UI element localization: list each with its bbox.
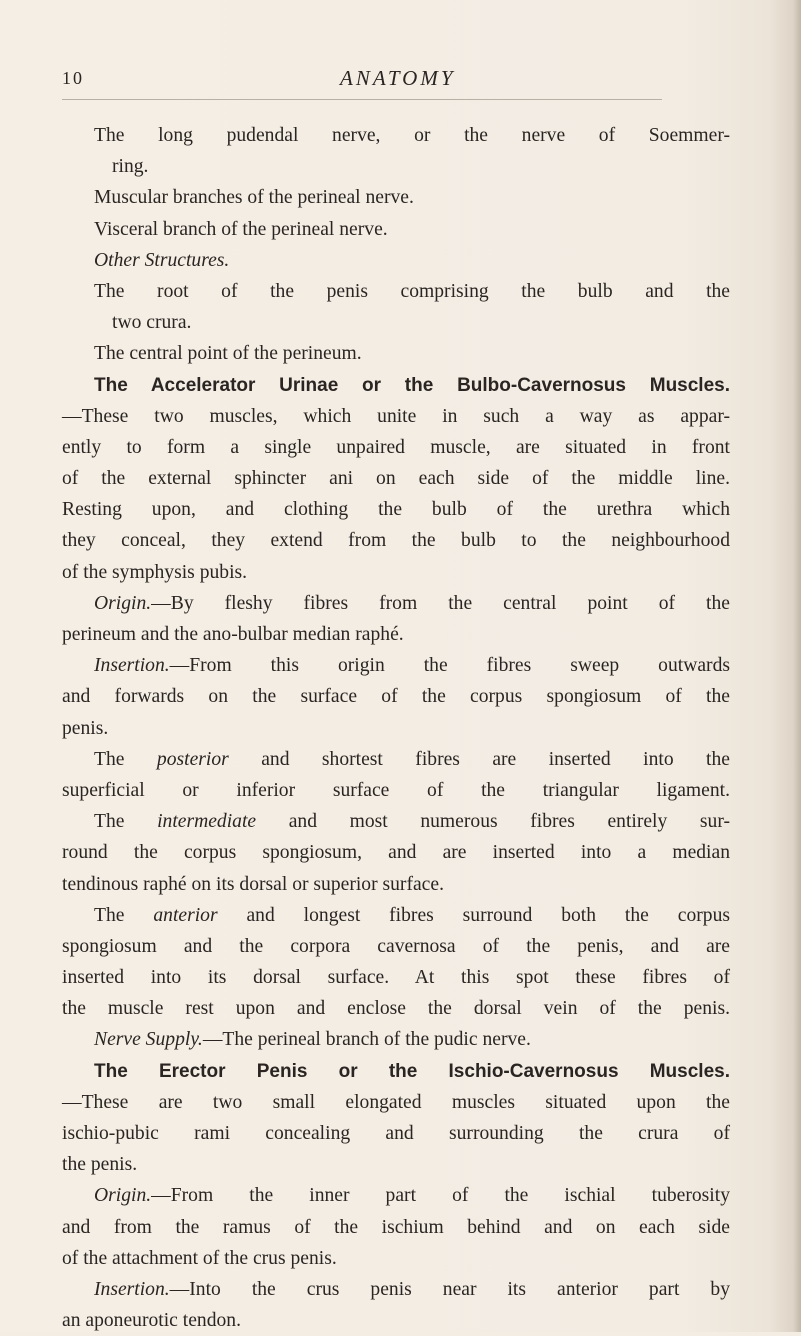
text-line: an aponeurotic tendon.	[62, 1310, 242, 1332]
origin-paragraph: Origin.—From the inner part of the ischial tuberosity	[94, 1185, 730, 1207]
text-line: they conceal, they extend from the bulb to the neighbourhood	[62, 530, 730, 552]
text-line: Visceral branch of the perineal nerve.	[94, 218, 388, 240]
nerve-supply-paragraph: Nerve Supply.—The perineal branch of the pudic nerve.	[94, 1029, 531, 1051]
origin-label: Origin.	[94, 1185, 152, 1207]
insertion-paragraph: Insertion.—Into the crus penis near its anterior part by	[94, 1278, 730, 1300]
insertion-paragraph: Insertion.—From this origin the fibres sweep outwards	[94, 655, 730, 677]
text-line: the muscle rest upon and enclose the dorsal vein of the penis.	[62, 998, 730, 1020]
subheading-other-structures: Other Structures.	[94, 249, 230, 271]
section-heading-ischio-cavernosus: The Erector Penis or the Ischio-Cavernosus Muscles.	[94, 1060, 730, 1082]
text-line: spongiosum and the corpora cavernosa of the penis, and are	[62, 935, 730, 957]
text-line: the penis.	[62, 1154, 138, 1176]
text-line: superficial or inferior surface of the triangular ligament.	[62, 779, 730, 801]
text-line: tendinous raphé on its dorsal or superior surface.	[62, 873, 444, 895]
section-heading-bulbo-cavernosus: The Accelerator Urinae or the Bulbo-Cavernosus Muscles.	[94, 374, 730, 396]
intermediate-fibres-line: The intermediate and most numerous fibres entirely sur-	[94, 811, 730, 833]
text-line: of the attachment of the crus penis.	[62, 1247, 337, 1269]
text-line: perineum and the ano-bulbar median raphé.	[62, 624, 404, 645]
text-line: The central point of the perineum.	[94, 343, 362, 365]
text-line: penis.	[62, 717, 109, 739]
anterior-fibres-line: The anterior and longest fibres surround both the corpus	[94, 904, 730, 926]
text-line: The root of the penis comprising the bulb and the	[94, 280, 730, 302]
text-line: Muscular branches of the perineal nerve.	[94, 187, 414, 209]
insertion-label: Insertion.	[94, 1278, 170, 1300]
page-edge-shadow	[793, 0, 801, 1332]
text-line: ently to form a single unpaired muscle, are situated in front	[62, 436, 730, 458]
text-line: —These two muscles, which unite in such a way as appar-	[62, 405, 730, 427]
text-line: of the symphysis pubis.	[62, 561, 248, 583]
origin-paragraph: Origin.—By fleshy fibres from the central point of the	[94, 592, 730, 614]
text-line: Resting upon, and clothing the bulb of the urethra which	[62, 499, 730, 521]
text-line: inserted into its dorsal surface. At this spot these fibres of	[62, 967, 730, 989]
running-title: ANATOMY	[340, 66, 456, 90]
text-line: round the corpus spongiosum, and are inserted into a median	[62, 842, 730, 864]
text-line: The long pudendal nerve, or the nerve of Soemmer-	[94, 125, 730, 146]
text-line: and from the ramus of the ischium behind and on each side	[62, 1216, 730, 1238]
header-rule	[62, 99, 662, 100]
text-line: ischio-pubic rami concealing and surrounding the crura of	[62, 1123, 730, 1144]
text-line: two crura.	[112, 312, 192, 334]
insertion-label: Insertion.	[94, 655, 170, 677]
text-line: and forwards on the surface of the corpus spongiosum of the	[62, 686, 730, 708]
posterior-fibres-line: The posterior and shortest fibres are inserted into the	[94, 748, 730, 770]
text-line: —These are two small elongated muscles situated upon the	[62, 1091, 730, 1113]
body-text	[62, 120, 730, 1336]
text-line: of the external sphincter ani on each side of the middle line.	[62, 468, 730, 490]
page-number: 10	[62, 68, 84, 88]
page-header	[62, 66, 702, 106]
origin-label: Origin.	[94, 592, 152, 614]
nerve-supply-label: Nerve Supply.	[94, 1029, 203, 1051]
text-line: ring.	[112, 156, 149, 178]
